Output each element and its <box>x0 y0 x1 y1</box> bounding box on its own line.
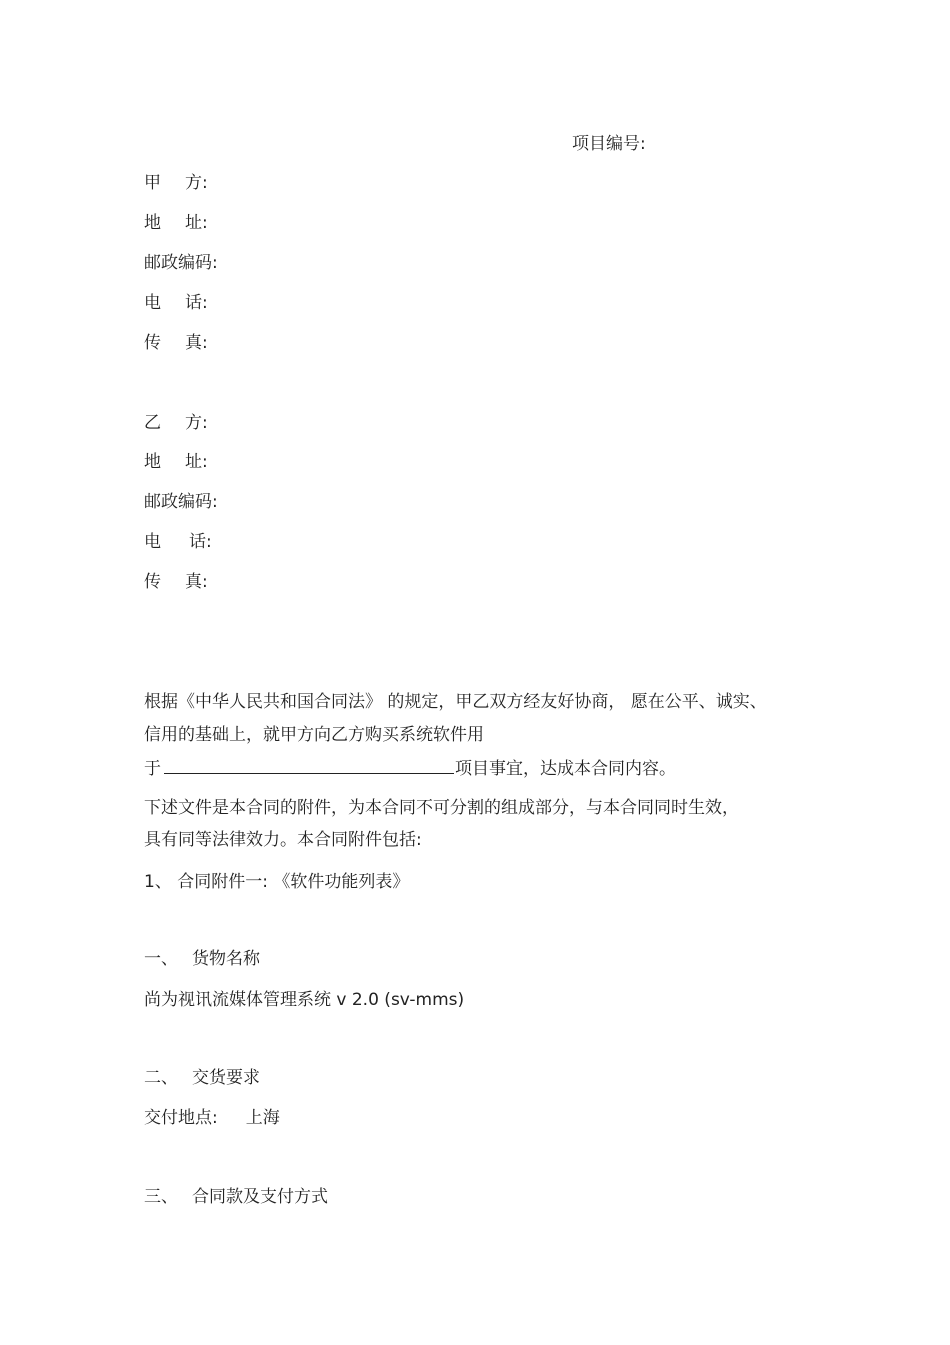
label-char: 传 <box>144 333 161 353</box>
section-heading-1 <box>144 948 260 970</box>
label-char: 电 <box>144 532 161 552</box>
party-a-postcode-field: 邮政编码: <box>144 253 218 273</box>
section-title: 合同款及支付方式 <box>192 1187 328 1207</box>
party-a-name-field <box>144 172 208 194</box>
attachment-item-1: 1、 合同附件一: 《软件功能列表》 <box>144 872 410 892</box>
party-b-fax-field <box>144 571 208 593</box>
label-char: 电 <box>144 293 161 313</box>
intro-line-2: 信用的基础上，就甲方向乙方购买系统软件用 <box>144 725 484 745</box>
project-name-blank <box>164 757 454 774</box>
party-b-postcode-field: 邮政编码: <box>144 492 218 512</box>
label-char: 方: <box>185 173 208 193</box>
label-char: 真: <box>185 572 208 592</box>
party-a-fax-field <box>144 332 208 354</box>
section-number: 一、 <box>144 949 178 969</box>
party-b-phone-field <box>144 531 212 553</box>
label-char: 地 <box>144 213 161 233</box>
label-char: 甲 <box>144 173 161 193</box>
section-heading-3 <box>144 1186 328 1208</box>
party-a-address-field <box>144 212 208 234</box>
intro-line-3 <box>144 757 676 780</box>
section-heading-2 <box>144 1067 260 1089</box>
delivery-location <box>144 1107 280 1129</box>
label-char: 真: <box>185 333 208 353</box>
attachments-line-1: 下述文件是本合同的附件，为本合同不可分割的组成部分，与本合同同时生效， <box>144 798 739 818</box>
section-title: 交货要求 <box>192 1068 260 1088</box>
label-char: 址: <box>185 452 208 472</box>
label-char: 方: <box>185 413 208 433</box>
party-a-phone-field <box>144 292 208 314</box>
label-char: 乙 <box>144 413 161 433</box>
section-title: 货物名称 <box>192 949 260 969</box>
delivery-location-label: 交付地点: <box>144 1108 218 1128</box>
label-char: 传 <box>144 572 161 592</box>
intro-line-1: 根据《中华人民共和国合同法》 的规定，甲乙双方经友好协商， 愿在公平、诚实、 <box>144 692 767 712</box>
intro-prefix: 于 <box>144 759 161 779</box>
delivery-location-value: 上海 <box>245 1108 280 1128</box>
attachments-line-2: 具有同等法律效力。本合同附件包括: <box>144 830 422 850</box>
goods-name: 尚为视讯流媒体管理系统 v 2.0 (sv-mms) <box>144 990 465 1010</box>
project-number-label: 项目编号: <box>572 134 646 154</box>
section-number: 三、 <box>144 1187 178 1207</box>
label-char: 地 <box>144 452 161 472</box>
party-b-address-field <box>144 451 208 473</box>
label-char: 址: <box>185 213 208 233</box>
label-char: 话: <box>189 532 212 552</box>
label-char: 话: <box>185 293 208 313</box>
party-b-name-field <box>144 412 208 434</box>
intro-suffix: 项目事宜，达成本合同内容。 <box>455 759 676 779</box>
section-number: 二、 <box>144 1068 178 1088</box>
